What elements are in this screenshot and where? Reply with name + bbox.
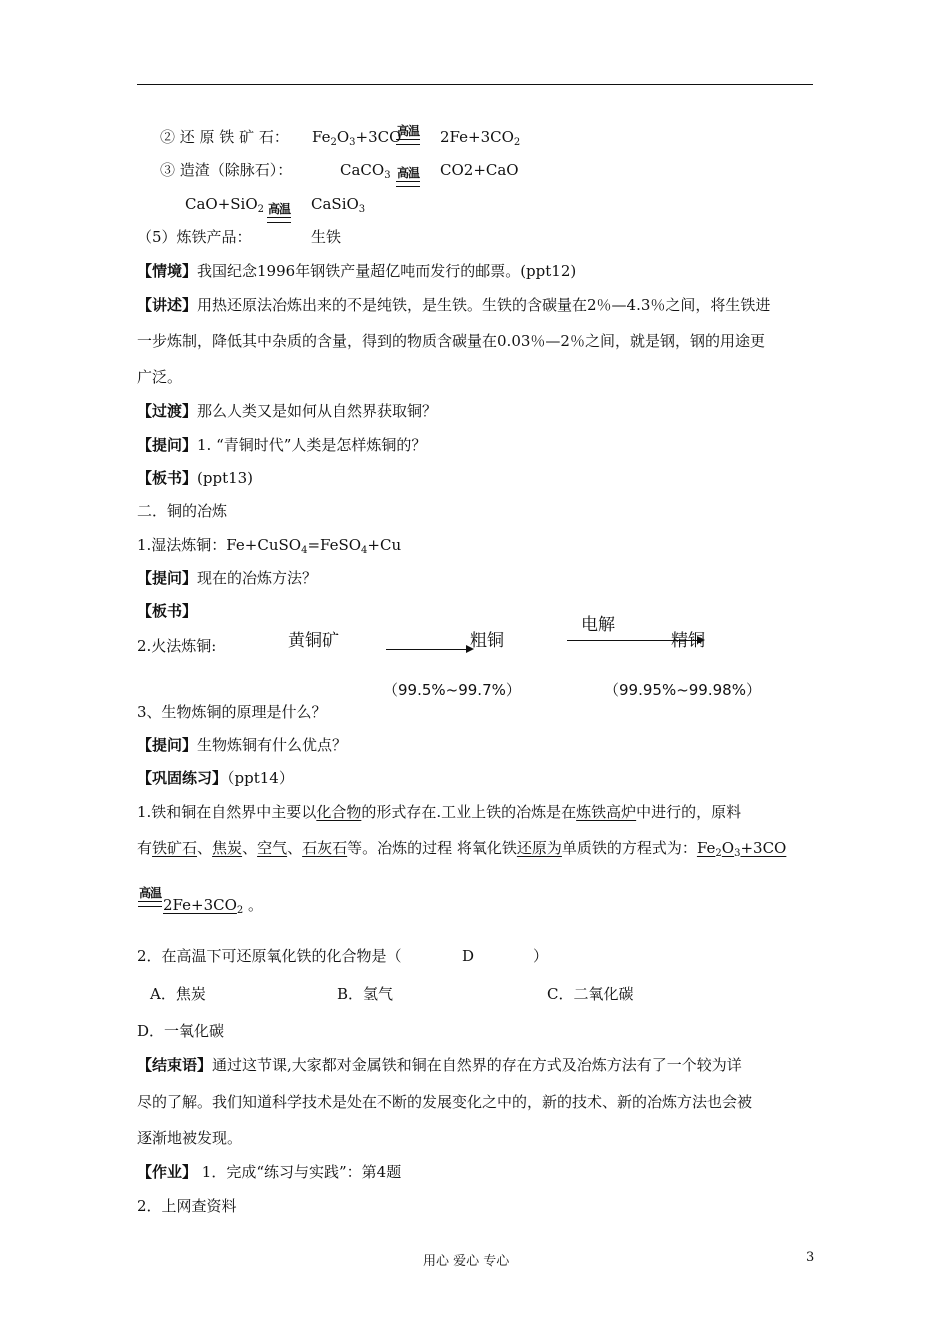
option-d: D．一氧化碳: [137, 1022, 225, 1040]
high-temp-condition-3: 高温: [263, 203, 295, 223]
closing-line-3: 逐渐地被发现。: [137, 1129, 243, 1147]
exercise-1-equation-rhs: $2Fe+3CO_2$ 。: [163, 896, 264, 916]
closing-line-2: 尽的了解。我们知道科学技术是处在不断的发展变化之中的，新的技术、新的冶炼方法也会被: [137, 1093, 753, 1111]
fire-method-label: 2.火法炼铜:: [137, 637, 217, 655]
slag2-equation-lhs: CaO+SiO$_2$: [185, 195, 265, 215]
section-copper-smelting: 二．铜的冶炼: [137, 502, 228, 520]
homework-1: 【作业】 1．完成“练习与实践”：第4题: [137, 1163, 402, 1181]
wet-copper-method: 1.湿法炼铜：Fe+CuSO$_4$=FeSO$_4$+Cu: [137, 536, 402, 556]
bio-question: 3、生物炼铜的原理是什么？: [137, 703, 327, 721]
reduce-label: ② 还 原 铁 矿 石：: [160, 128, 289, 146]
lecture-line-3: 广泛。: [137, 368, 183, 386]
closing-line-1: 【结束语】通过这节课,大家都对金属铁和铜在自然界的存在方式及冶炼方法有了一个较为详: [137, 1056, 742, 1074]
homework-2: 2．上网查资料: [137, 1197, 237, 1215]
exercise-2-question: 2．在高温下可还原氧化铁的化合物是（: [137, 947, 402, 965]
question-2: 【提问】现在的冶炼方法？: [137, 569, 318, 587]
exercise-2-close: ）: [533, 947, 549, 965]
reduce-equation-lhs: $Fe_2O_3+3CO$: [312, 128, 402, 148]
fire-fine: 精铜: [671, 631, 705, 651]
board-2: 【板书】: [137, 602, 198, 620]
arrow-ore-to-crude: [386, 649, 472, 650]
product-label: （5）炼铁产品：: [137, 228, 252, 246]
option-c: C．二氧化碳: [547, 985, 634, 1003]
fire-electrolysis: 电解: [581, 615, 615, 635]
slag-equation-rhs: CO2+CaO: [440, 161, 519, 179]
slag2-equation-rhs: CaSiO$_3$: [311, 195, 366, 215]
lecture-line-2: 一步炼制，降低其中杂质的含量，得到的物质含碳量在0.03％—2％之间，就是钢，钢的用途更: [137, 332, 765, 350]
practice-heading: 【巩固练习】（ppt14）: [137, 769, 294, 787]
page-number: 3: [806, 1250, 815, 1265]
product-value: 生铁: [311, 228, 342, 246]
slag-label: ③ 造渣（除脉石）：: [160, 161, 293, 179]
lecture-line-1: 【讲述】用热还原法冶炼出来的不是纯铁，是生铁。生铁的含碳量在2％—4.3％之间，将生铁进: [137, 296, 771, 314]
exercise-1-line-2: 有铁矿石、焦炭、空气、石灰石等。冶炼的过程 将氧化铁还原为单质铁的方程式为：$Fe_2O_3+3CO$: [137, 839, 787, 859]
fire-crude-purity: （99.5%~99.7%）: [383, 681, 521, 699]
board-1: 【板书】(ppt13): [137, 469, 254, 487]
high-temp-condition-2: 高温: [392, 167, 424, 187]
exercise-1-line-1: 1.铁和铜在自然界中主要以化合物的形式存在.工业上铁的冶炼是在炼铁高炉中进行的，原料: [137, 803, 742, 821]
question-3: 【提问】生物炼铜有什么优点？: [137, 736, 348, 754]
reduce-equation-rhs: $2Fe+3CO_2$: [440, 128, 521, 148]
fire-ore: 黄铜矿: [288, 631, 339, 651]
fire-crude: 粗铜: [470, 631, 504, 651]
footer-motto: 用心 爱心 专心: [423, 1254, 510, 1269]
option-b: B．氢气: [337, 985, 394, 1003]
transition-paragraph: 【过渡】那么人类又是如何从自然界获取铜？: [137, 402, 438, 420]
scene-paragraph: 【情境】我国纪念1996年钢铁产量超亿吨而发行的邮票。(ppt12): [137, 262, 577, 280]
slag-equation-lhs: CaCO$_3$: [340, 161, 391, 181]
question-1: 【提问】1. “青铜时代”人类是怎样炼铜的？: [137, 436, 427, 454]
high-temp-condition-1: 高温: [392, 125, 424, 145]
option-a: A．焦炭: [150, 985, 206, 1003]
header-rule: [137, 84, 813, 85]
high-temp-condition-4: 高温: [134, 887, 166, 907]
fire-fine-purity: （99.95%~99.98%）: [604, 681, 761, 699]
exercise-2-answer: D: [462, 947, 475, 965]
